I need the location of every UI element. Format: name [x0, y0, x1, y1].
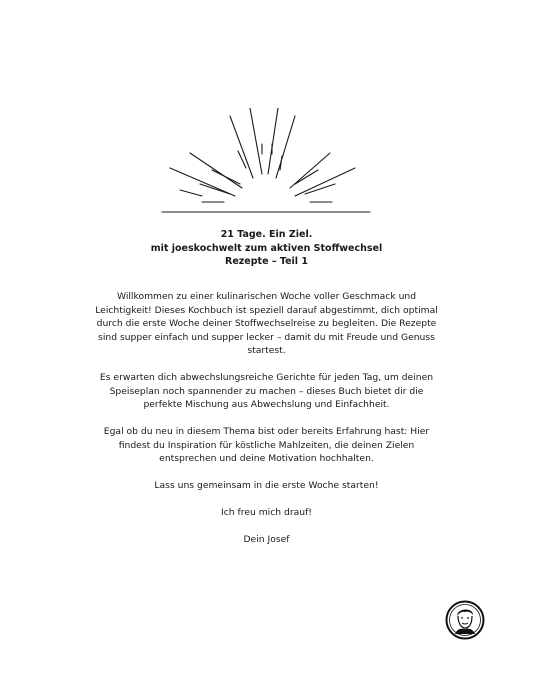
signature: Dein Josef [243, 534, 290, 545]
intro-paragraph: Es erwarten dich abwechslungsreiche Gerichte für jeden Tag, um deinen Speiseplan noch spannender zu machen – dieses Buch bietet dir die perfekte Mischung aus Abwechslung und Einfachheit. [99, 372, 434, 410]
intro-paragraph: Willkommen zu einer kulinarischen Woche voller Geschmack und Leichtigkeit! Dieses Kochbuch ist speziell darauf abgestimmt, dich optimal durch die erste Woche deiner Stoffwechselreise zu begleiten. Die Rezepte sind supper einfach und supper lecker – damit du mit Freude und Genuss startest. [95, 291, 438, 356]
intro-paragraph: Ich freu mich drauf! [221, 507, 312, 518]
intro-text [90, 290, 443, 560]
title-line-1: 21 Tage. Ein Ziel. [220, 229, 313, 240]
title-line-3: Rezepte – Teil 1 [225, 256, 308, 267]
chef-portrait-logo-icon [445, 600, 485, 640]
title-line-2: mit joeskochwelt zum aktiven Stoffwechsel [150, 242, 383, 254]
intro-paragraph: Egal ob du neu in diesem Thema bist oder bereits Erfahrung hast: Hier findest du Inspiration für köstliche Mahlzeiten, die deinen Zielen entsprechen und deine Motivation hochhalten. [103, 426, 430, 464]
intro-paragraph: Lass uns gemeinsam in die erste Woche starten! [154, 480, 379, 491]
sunburst-icon [150, 108, 390, 218]
cookbook-title [60, 228, 473, 269]
